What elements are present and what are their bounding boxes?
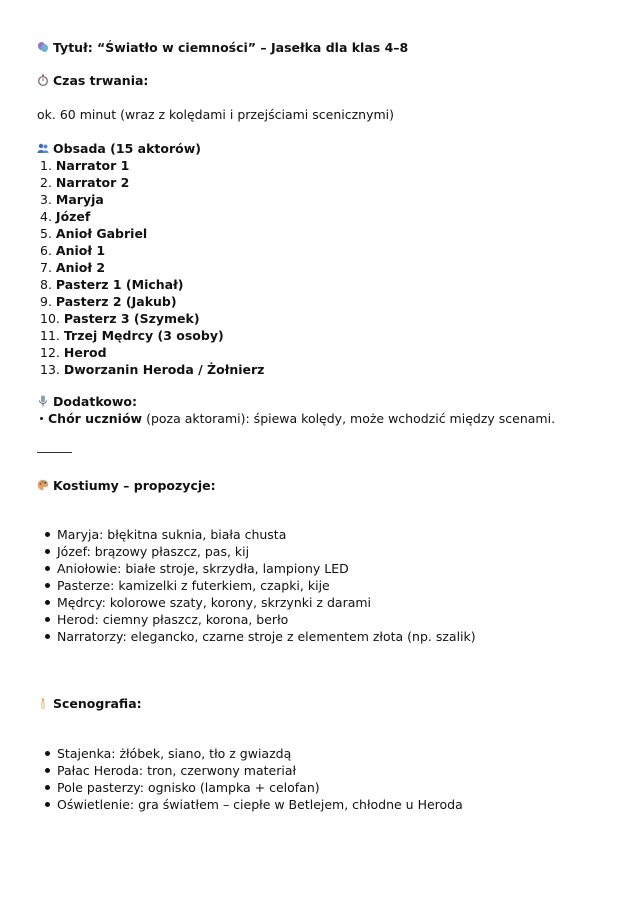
duration-heading-text: Czas trwania:: [53, 73, 149, 88]
cast-item-name: Herod: [63, 345, 107, 360]
list-item: [45, 611, 476, 628]
costumes-heading-text: Kostiumy – propozycje:: [53, 478, 216, 493]
cast-item: [40, 293, 177, 310]
bullet-dot: [45, 785, 50, 790]
list-item: [45, 779, 463, 796]
costumes-list: [45, 526, 476, 645]
document-title-text: Tytuł: “Światło w ciemności” – Jasełka dla klas 4–8: [53, 40, 409, 55]
list-item-text: Stajenka: żłóbek, siano, tło z gwiazdą: [57, 746, 292, 761]
list-item: [45, 594, 476, 611]
list-item: [45, 762, 463, 779]
candle-icon: [37, 697, 49, 709]
cast-heading-text: Obsada (15 aktorów): [53, 141, 201, 156]
cast-item: [40, 225, 147, 242]
cast-item-number: 4.: [40, 209, 52, 224]
cast-item-name: Józef: [55, 209, 91, 224]
list-item-text: Pole pasterzy: ognisko (lampka + celofan): [57, 780, 320, 795]
stopwatch-icon: [37, 74, 49, 86]
choir-label: Chór uczniów: [48, 411, 143, 426]
bullet-dot: [45, 583, 50, 588]
list-item-text: Herod: ciemny płaszcz, korona, berło: [57, 612, 289, 627]
theater-masks-icon: [37, 41, 49, 53]
list-item: [45, 560, 476, 577]
bullet-dot: [45, 532, 50, 537]
bullet-dot: [40, 417, 43, 420]
cast-item: [40, 259, 105, 276]
cast-item: [40, 276, 183, 293]
cast-item-name: Anioł 2: [55, 260, 106, 275]
cast-item-number: 9.: [40, 294, 52, 309]
microphone-icon: [37, 395, 49, 407]
cast-item-number: 11.: [40, 328, 60, 343]
cast-item: [40, 174, 129, 191]
cast-item-name: Pasterz 1 (Michał): [55, 277, 184, 292]
cast-item: [40, 361, 264, 378]
cast-item-number: 7.: [40, 260, 52, 275]
duration-heading: [37, 72, 148, 89]
list-item: [45, 543, 476, 560]
bullet-dot: [45, 549, 50, 554]
list-item-text: Józef: brązowy płaszcz, pas, kij: [57, 544, 250, 559]
bullet-dot: [45, 768, 50, 773]
list-item-text: Maryja: błękitna suknia, biała chusta: [57, 527, 287, 542]
bullet-dot: [45, 617, 50, 622]
cast-item-number: 8.: [40, 277, 52, 292]
cast-item-name: Maryja: [55, 192, 104, 207]
people-icon: [37, 142, 49, 154]
scenography-heading: [37, 695, 142, 712]
cast-item: [40, 242, 105, 259]
bullet-dot: [45, 802, 50, 807]
cast-item-name: Pasterz 2 (Jakub): [55, 294, 177, 309]
cast-item-number: 10.: [40, 311, 60, 326]
list-item-text: Narratorzy: elegancko, czarne stroje z elementem złota (np. szalik): [57, 629, 476, 644]
costumes-heading: [37, 477, 216, 494]
list-item: [45, 745, 463, 762]
document-title: [37, 39, 408, 56]
choir-description: (poza aktorami): śpiewa kolędy, może wchodzić między scenami.: [142, 411, 556, 426]
cast-item-number: 3.: [40, 192, 52, 207]
cast-item: [40, 344, 107, 361]
cast-item-number: 6.: [40, 243, 52, 258]
duration-text: ok. 60 minut (wraz z kolędami i przejściami scenicznymi): [37, 107, 395, 122]
cast-item: [40, 157, 129, 174]
bullet-dot: [45, 600, 50, 605]
list-item-text: Aniołowie: białe stroje, skrzydła, lampiony LED: [57, 561, 349, 576]
cast-item-name: Narrator 1: [55, 158, 130, 173]
horizontal-rule: [37, 452, 72, 453]
scenography-list: [45, 745, 463, 813]
choir-line: [40, 410, 555, 427]
cast-item: [40, 208, 90, 225]
cast-heading: [37, 140, 201, 157]
cast-item-name: Dworzanin Heroda / Żołnierz: [63, 362, 265, 377]
cast-item-name: Anioł 1: [55, 243, 106, 258]
palette-icon: [37, 479, 49, 491]
cast-item-name: Pasterz 3 (Szymek): [63, 311, 200, 326]
list-item-text: Mędrcy: kolorowe szaty, korony, skrzynki z darami: [57, 595, 372, 610]
bullet-dot: [45, 566, 50, 571]
cast-item-number: 13.: [40, 362, 60, 377]
list-item: [45, 526, 476, 543]
list-item: [45, 796, 463, 813]
cast-item-name: Trzej Mędrcy (3 osoby): [63, 328, 224, 343]
cast-item-name: Anioł Gabriel: [55, 226, 148, 241]
list-item-text: Pasterze: kamizelki z futerkiem, czapki, kije: [57, 578, 330, 593]
cast-item-number: 12.: [40, 345, 60, 360]
bullet-dot: [45, 634, 50, 639]
cast-item-number: 2.: [40, 175, 52, 190]
list-item-text: Oświetlenie: gra światłem – ciepłe w Betlejem, chłodne u Heroda: [57, 797, 463, 812]
cast-item: [40, 327, 224, 344]
extra-heading: [37, 393, 137, 410]
cast-item-number: 1.: [40, 158, 52, 173]
cast-item-name: Narrator 2: [55, 175, 130, 190]
cast-item-number: 5.: [40, 226, 52, 241]
list-item: [45, 628, 476, 645]
list-item-text: Pałac Heroda: tron, czerwony materiał: [57, 763, 297, 778]
list-item: [45, 577, 476, 594]
cast-item: [40, 191, 104, 208]
bullet-dot: [45, 751, 50, 756]
scenography-heading-text: Scenografia:: [53, 696, 142, 711]
cast-item: [40, 310, 200, 327]
extra-heading-text: Dodatkowo:: [53, 394, 138, 409]
